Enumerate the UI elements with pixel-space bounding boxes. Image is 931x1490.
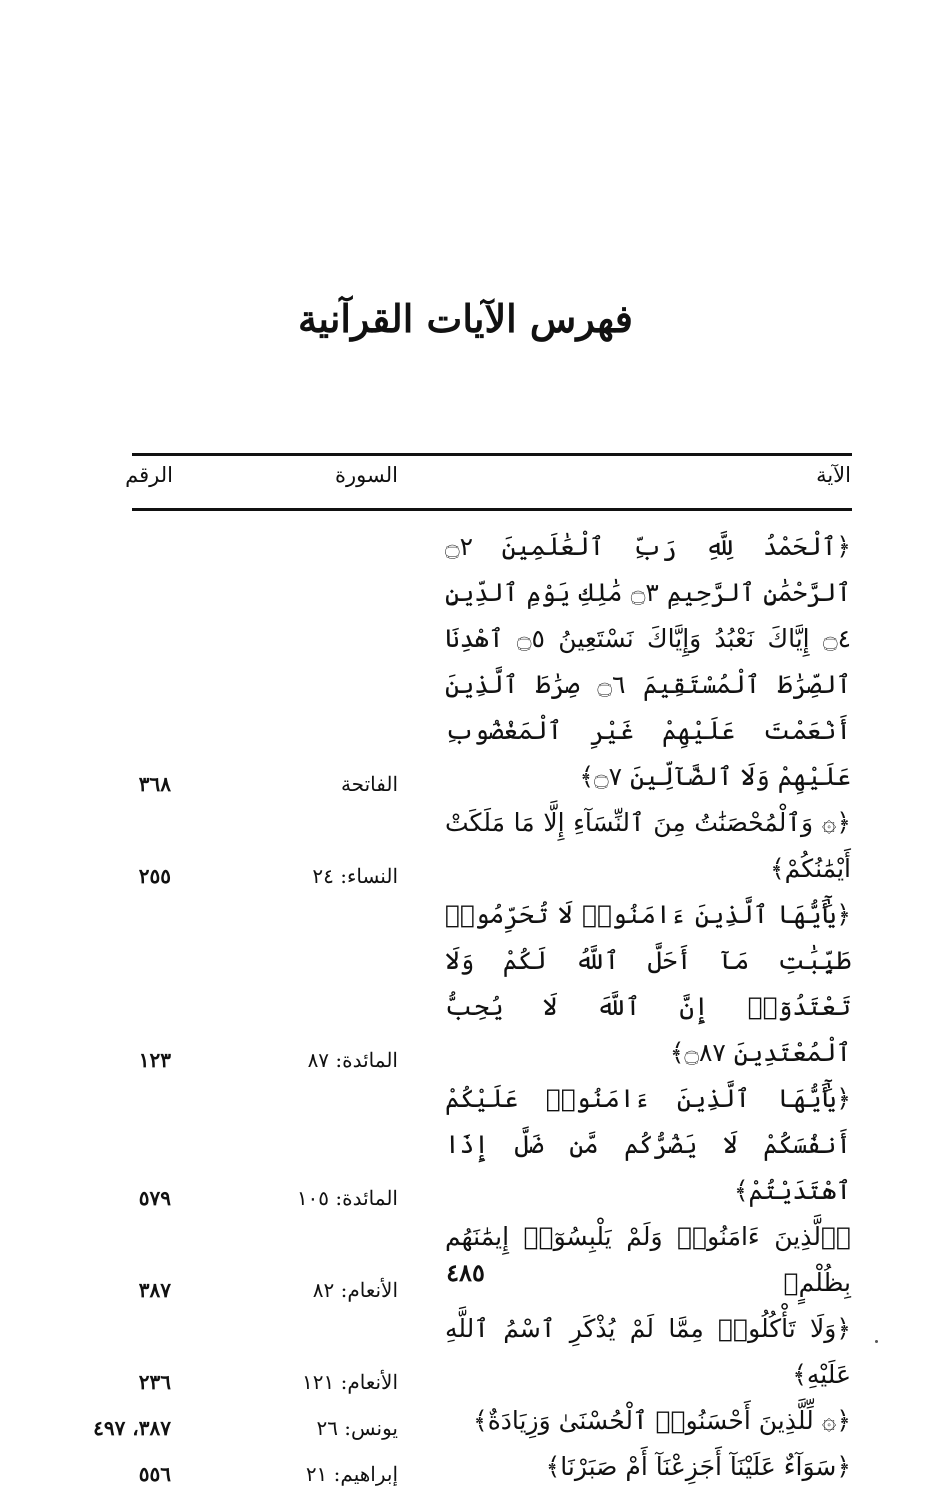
ayah-text: ﴿يَٰٓأَيُّهَا ٱلَّذِينَ ءَامَنُوا۟ لَا تُحَرِّمُوا۟ طَيِّبَٰتِ مَآ أَحَلَّ ٱللَّهُ لَكُمْ وَلَا تَعْتَدُوٓا۟ إِنَّ ٱللَّهَ لَا يُحِبُّ ٱلْمُعْتَدِينَ ۝٨٧﴾ (445, 900, 851, 1067)
ayah-text: ﴿۞ وَٱلْمُحْصَنَٰتُ مِنَ ٱلنِّسَآءِ إِلَّا مَا مَلَكَتْ أَيْمَٰنُكُمْ﴾ (445, 808, 851, 883)
surah-reference: يونس: ٢٦ (316, 1416, 398, 1440)
ayah-text: ﴿سَوَآءٌ عَلَيْنَآ أَجَزِعْنَآ أَمْ صَبَرْنَا﴾ (545, 1452, 851, 1481)
ayah-text: ﴿۞ لِّلَّذِينَ أَحْسَنُوا۟ ٱلْحُسْنَىٰ وَزِيَادَةٌ﴾ (473, 1406, 851, 1435)
page-reference: ٣٨٧ (138, 1278, 171, 1302)
index-entry (0, 1398, 931, 1444)
surah-reference: الأنعام: ٨٢ (312, 1278, 398, 1302)
page-title: فهرس الآيات القرآنية (298, 296, 633, 341)
ayah-text: ﴿يَٰٓأَيُّهَا ٱلَّذِينَ ءَامَنُوا۟ عَلَيْكُمْ أَنفُسَكُمْ لَا يَضُرُّكُم مَّن ضَلَّ إِذَا ٱهْتَدَيْتُمْ﴾ (445, 1084, 851, 1205)
page-reference: ٣٨٧، ٤٩٧ (93, 1416, 171, 1440)
surah-reference: الأنعام: ١٢١ (302, 1370, 398, 1394)
index-entry (0, 1076, 931, 1214)
index-entry (0, 1306, 931, 1398)
index-entry (0, 524, 931, 800)
ayah-text: ﴿ٱلَّذِينَ ءَامَنُوا۟ وَلَمْ يَلْبِسُوٓا۟ إِيمَٰنَهُم بِظُلْمٍ﴾ (445, 1222, 851, 1297)
surah-reference: النساء: ٢٤ (312, 864, 398, 888)
index-entries (0, 524, 931, 1490)
header-top-rule (132, 453, 852, 456)
page-reference: ٢٥٥ (138, 864, 171, 888)
column-header-surah: السورة (335, 463, 398, 487)
index-entry (0, 892, 931, 1076)
scan-speck (875, 1340, 878, 1343)
surah-reference: المائدة: ١٠٥ (296, 1186, 398, 1210)
page-reference: ١٢٣ (138, 1048, 171, 1072)
surah-reference: إبراهيم: ٢١ (305, 1462, 398, 1486)
ayah-text: ﴿وَلَا تَأْكُلُوا۟ مِمَّا لَمْ يُذْكَرِ ٱسْمُ ٱللَّهِ عَلَيْهِ﴾ (445, 1314, 851, 1389)
page-reference: ٢٣٦ (138, 1370, 171, 1394)
column-header-ayah: الآية (816, 463, 851, 487)
surah-reference: الفاتحة (340, 772, 398, 796)
page-reference: ٣٦٨ (138, 772, 171, 796)
column-header-number: الرقم (125, 463, 173, 487)
page-number: ٤٨٥ (446, 1258, 485, 1287)
page-reference: ٥٧٩ (138, 1186, 171, 1210)
header-bottom-rule (132, 508, 852, 511)
index-entry (0, 800, 931, 892)
index-entry (0, 1444, 931, 1490)
ayah-text: ﴿ٱلْحَمْدُ لِلَّهِ رَبِّ ٱلْعَٰلَمِينَ ۝٢ ٱلرَّحْمَٰنِ ٱلرَّحِيمِ ۝٣ مَٰلِكِ يَوْمِ ٱلدِّينِ ۝٤ إِيَّاكَ نَعْبُدُ وَإِيَّاكَ نَسْتَعِينُ ۝٥ ٱهْدِنَا ٱلصِّرَٰطَ ٱلْمُسْتَقِيمَ ۝٦ صِرَٰطَ ٱلَّذِينَ أَنْعَمْتَ عَلَيْهِمْ غَيْرِ ٱلْمَغْضُوبِ عَلَيْهِمْ وَلَا ٱلضَّآلِّينَ ۝٧﴾ (445, 532, 852, 791)
surah-reference: المائدة: ٨٧ (307, 1048, 398, 1072)
page-reference: ٥٥٦ (138, 1462, 171, 1486)
